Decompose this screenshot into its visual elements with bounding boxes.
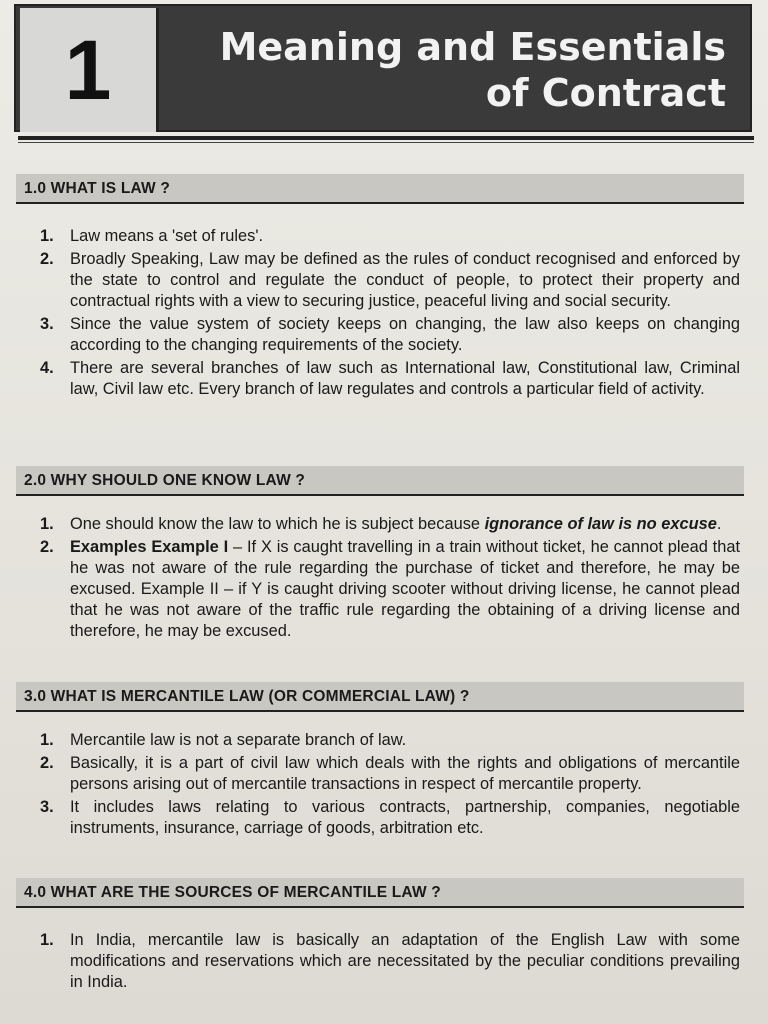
chapter-number-box (20, 8, 159, 132)
list-item: 1. Mercantile law is not a separate branch of law. (40, 731, 407, 749)
section-heading-2: 2.0 WHY SHOULD ONE KNOW LAW ? (16, 466, 744, 496)
section-2-list (40, 514, 740, 644)
chapter-title (220, 24, 726, 116)
section-heading-4: 4.0 WHAT ARE THE SOURCES OF MERCANTILE LAW ? (16, 878, 744, 908)
section-1-list (40, 226, 740, 402)
section-4-list (40, 930, 740, 995)
chapter-number: 1 (64, 23, 112, 117)
chapter-title-line-1: Meaning and Essentials (219, 25, 726, 69)
section-heading-1: 1.0 WHAT IS LAW ? (16, 174, 744, 204)
chapter-title-line-2: of Contract (485, 71, 726, 115)
list-item: 3. Since the value system of society keeps on changing, the law also keeps on changing according to the changing requirements of the society. (40, 315, 740, 354)
emphasis: ignorance of law is no excuse (484, 515, 717, 533)
list-item: 1. One should know the law to which he is subject because ignorance of law is no excuse. (40, 515, 722, 533)
list-item: 2. Examples Example I – If X is caught travelling in a train without ticket, he cannot plead that he was not aware of the rule regarding the purchase of ticket and therefore, he may be excused. Example II – if Y is caught driving scooter without driving license, he cannot plead that he was not aware of the traffic rule regarding the obtaining of a driving license and therefore, he may be excused. (40, 538, 740, 640)
chapter-rule-thin (18, 142, 754, 143)
list-item: 4. There are several branches of law such as International law, Constitutional law, Criminal law, Civil law etc. Every branch of law regulates and controls a particular field of activity. (40, 359, 740, 398)
list-item: 1. Law means a 'set of rules'. (40, 227, 264, 245)
list-item: 2. Basically, it is a part of civil law which deals with the rights and obligations of mercantile persons arising out of mercantile transactions in respect of mercantile property. (40, 754, 740, 793)
list-item: 2. Broadly Speaking, Law may be defined as the rules of conduct recognised and enforced by the state to control and regulate the conduct of people, to protect their property and contractual rights with a view to securing justice, peaceful living and social security. (40, 250, 740, 310)
list-item: 1. In India, mercantile law is basically an adaptation of the English Law with some modifications and reservations which are necessitated by the peculiar conditions prevailing in India. (40, 931, 740, 991)
list-item: 3. It includes laws relating to various contracts, partnership, companies, negotiable instruments, insurance, carriage of goods, arbitration etc. (40, 798, 740, 837)
chapter-rule (18, 136, 754, 140)
section-3-list (40, 730, 740, 841)
section-heading-3: 3.0 WHAT IS MERCANTILE LAW (OR COMMERCIAL LAW) ? (16, 682, 744, 712)
chapter-header (14, 4, 752, 132)
